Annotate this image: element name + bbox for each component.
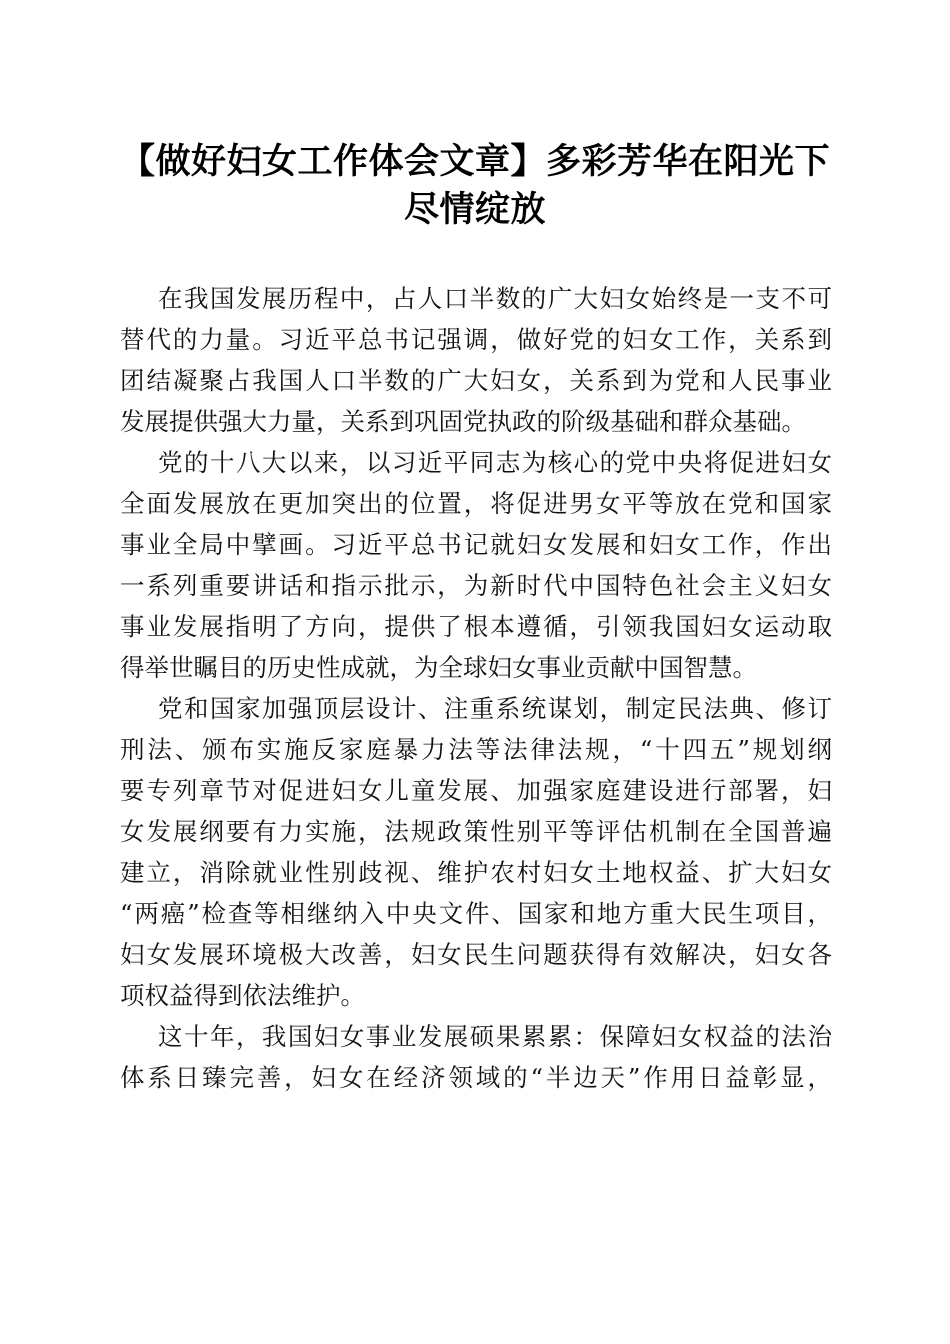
paragraph-1 [120, 278, 832, 442]
title-line-2: 尽情绽放 [403, 189, 546, 230]
article-body [120, 278, 832, 1098]
text-line: 事业发展指明了方向，提供了根本遵循，引领我国妇女运动取 [120, 612, 832, 641]
text-line: 项权益得到依法维护。 [120, 981, 365, 1010]
text-line: 替代的力量。习近平总书记强调，做好党的妇女工作，关系到 [120, 325, 832, 354]
title-line-1: 【做好妇女工作体会文章】多彩芳华在阳光下 [119, 141, 830, 182]
paragraph-3 [120, 688, 832, 1016]
paragraph-4 [120, 1016, 832, 1098]
text-line: 党的十八大以来，以习近平同志为核心的党中央将促进妇女 [158, 448, 832, 477]
article-title [100, 138, 850, 234]
text-line: 发展提供强大力量，关系到巩固党执政的阶级基础和群众基础。 [120, 407, 806, 436]
text-line: 妇女发展环境极大改善，妇女民生问题获得有效解决，妇女各 [120, 940, 832, 969]
paragraph-2 [120, 442, 832, 688]
text-line: 在我国发展历程中，占人口半数的广大妇女始终是一支不可 [158, 284, 832, 313]
text-line: 这十年，我国妇女事业发展硕果累累：保障妇女权益的法治 [158, 1022, 832, 1051]
text-line: 要专列章节对促进妇女儿童发展、加强家庭建设进行部署，妇 [120, 776, 832, 805]
text-line: 团结凝聚占我国人口半数的广大妇女，关系到为党和人民事业 [120, 366, 832, 395]
text-line: 党和国家加强顶层设计、注重系统谋划，制定民法典、修订 [158, 694, 832, 723]
text-line: 刑法、颁布实施反家庭暴力法等法律法规，“十四五”规划纲 [120, 735, 832, 764]
text-line: 全面发展放在更加突出的位置，将促进男女平等放在党和国家 [120, 489, 832, 518]
text-line: 一系列重要讲话和指示批示，为新时代中国特色社会主义妇女 [120, 571, 832, 600]
text-line: “两癌”检查等相继纳入中央文件、国家和地方重大民生项目， [120, 899, 832, 928]
text-line: 体系日臻完善，妇女在经济领域的“半边天”作用日益彰显， [120, 1063, 832, 1092]
text-line: 建立，消除就业性别歧视、维护农村妇女土地权益、扩大妇女 [120, 858, 832, 887]
text-line: 女发展纲要有力实施，法规政策性别平等评估机制在全国普遍 [120, 817, 832, 846]
text-line: 事业全局中擘画。习近平总书记就妇女发展和妇女工作，作出 [120, 530, 832, 559]
text-line: 得举世瞩目的历史性成就，为全球妇女事业贡献中国智慧。 [120, 653, 757, 682]
